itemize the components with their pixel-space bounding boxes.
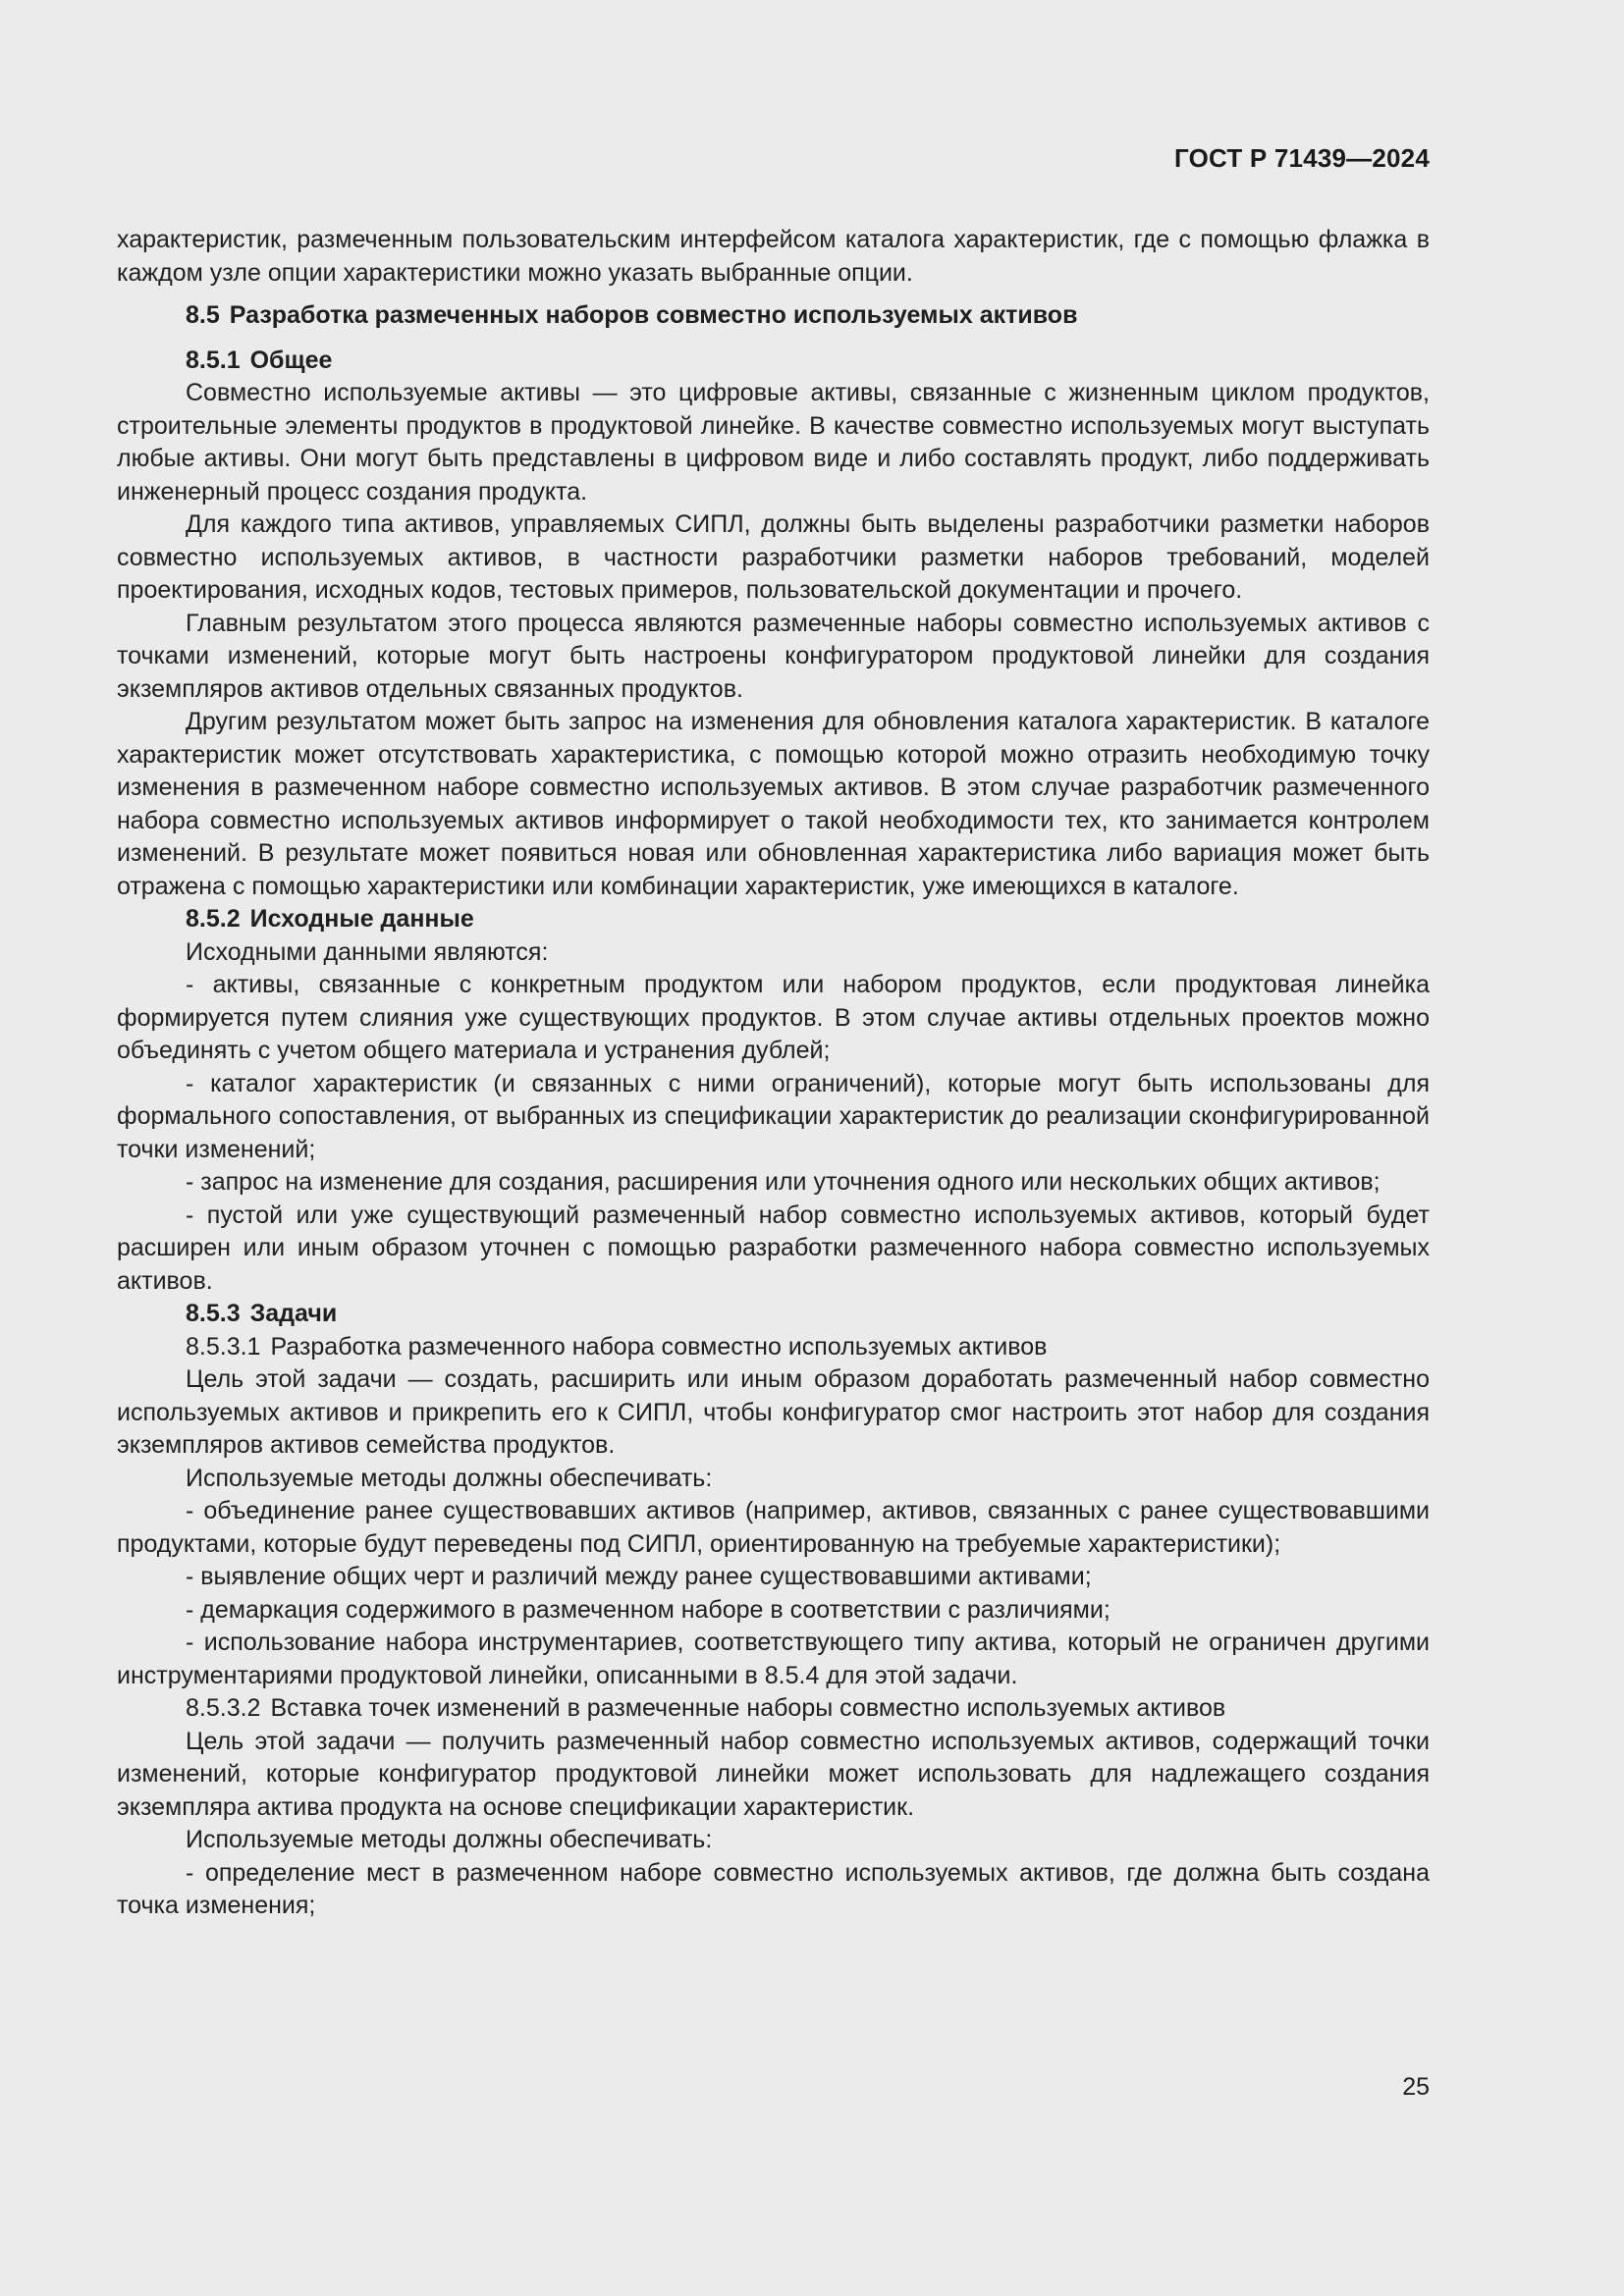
subsection-heading-8-5-3-2: [117, 1692, 1430, 1726]
list-item: - активы, связанные с конкретным продуктом или набором продуктов, если продуктовая линейка формируется путем слияния уже существующих продуктов. В этом случае активы отдельных проектов можно объединять с учетом общего материала и устранения дублей;: [117, 971, 1430, 1064]
section-heading-8-5-3: [117, 1298, 1430, 1331]
list-item: - пустой или уже существующий размеченный набор совместно используемых активов, который будет расширен или иным образом уточнен с помощью разработки размеченного набора совместно используемых активов.: [117, 1201, 1430, 1295]
document-body: [117, 224, 1430, 1923]
section-number: 8.5.3: [186, 1300, 241, 1327]
section-title: Исходные данные: [249, 905, 474, 933]
section-number: 8.5.1: [186, 346, 241, 374]
list-item: - выявление общих черт и различий между ранее существовавшими активами;: [186, 1563, 1092, 1590]
section-number: 8.5.3.2: [186, 1694, 261, 1722]
list-item: - каталог характеристик (и связанных с ними ограничений), которые могут быть использованы для формального сопоставления, от выбранных из спецификации характеристик до реализации сконфигурированной точки изменений;: [117, 1069, 1430, 1163]
list-item: - использование набора инструментариев, соответствующего типу актива, который не ограничен другими инструментариями продуктовой линейки, описанными в 8.5.4 для этой задачи.: [117, 1629, 1430, 1689]
list-item: - запрос на изменение для создания, расширения или уточнения одного или нескольких общих активов;: [186, 1168, 1380, 1196]
document-code-header: ГОСТ Р 71439—2024: [1174, 143, 1430, 173]
paragraph: Используемые методы должны обеспечивать:: [186, 1826, 713, 1853]
paragraph: Другим результатом может быть запрос на изменения для обновления каталога характеристик. В каталоге характеристик может отсутствовать характеристика, с помощью которой можно отразить необходимую точку изменения в размеченном наборе совместно используемых активов. В этом случае разработчик размеченного набора совместно используемых активов информирует о такой необходимости тех, кто занимается контролем изменений. В результате может появиться новая или обновленная характеристика либо вариация может быть отражена с помощью характеристики или комбинации характеристик, уже имеющихся в каталоге.: [117, 708, 1430, 900]
section-number: 8.5.2: [186, 905, 241, 933]
page-number: 25: [1402, 2073, 1430, 2101]
list-item: - демаркация содержимого в размеченном наборе в соответствии с различиями;: [186, 1595, 1110, 1624]
paragraph: Для каждого типа активов, управляемых СИПЛ, должны быть выделены разработчики разметки наборов совместно используемых активов, в частности разработчики разметки наборов требований, моделей проектирования, исходных кодов, тестовых примеров, пользовательской документации и прочего.: [117, 510, 1430, 604]
list-item: - определение мест в размеченном наборе совместно используемых активов, где должна быть создана точка изменения;: [117, 1858, 1430, 1919]
section-title: Вставка точек изменений в размеченные наборы совместно используемых активов: [270, 1694, 1226, 1722]
section-heading-8-5: [117, 299, 1430, 333]
paragraph: Используемые методы должны обеспечивать:: [186, 1464, 713, 1492]
paragraph: Цель этой задачи — создать, расширить или иным образом доработать размеченный набор совместно используемых активов и прикрепить его к СИПЛ, чтобы конфигуратор смог настроить этот набор для создания экземпляров активов семейства продуктов.: [117, 1365, 1430, 1459]
paragraph: характеристик, размеченным пользовательским интерфейсом каталога характеристик, где с помощью флажка в каждом узле опции характеристики можно указать выбранные опции.: [117, 226, 1430, 287]
section-heading-8-5-2: [117, 903, 1430, 936]
section-number: 8.5.3.1: [186, 1332, 261, 1361]
paragraph: Исходными данными являются:: [186, 937, 549, 966]
paragraph: Совместно используемые активы — это цифровые активы, связанные с жизненным циклом продуктов, строительные элементы продуктов в продуктовой линейке. В качестве совместно используемых могут выступать любые активы. Они могут быть представлены в цифровом виде и либо составлять продукт, либо поддерживать инженерный процесс создания продукта.: [117, 379, 1430, 506]
paragraph: Главным результатом этого процесса являются размеченные наборы совместно используемых активов с точками изменений, которые могут быть настроены конфигуратором продуктовой линейки для создания экземпляров активов отдельных связанных продуктов.: [117, 609, 1430, 703]
section-title: Общее: [249, 346, 333, 374]
list-item: - объединение ранее существовавших активов (например, активов, связанных с ранее существовавшими продуктами, которые будут переведены под СИПЛ, ориентированную на требуемые характеристики);: [117, 1497, 1430, 1558]
section-title: Разработка размеченных наборов совместно используемых активов: [229, 301, 1078, 329]
subsection-heading-8-5-3-1: [117, 1331, 1430, 1364]
section-title: Задачи: [249, 1300, 338, 1327]
section-title: Разработка размеченного набора совместно используемых активов: [270, 1332, 1048, 1361]
section-heading-8-5-1: [117, 345, 1430, 378]
section-number: 8.5: [186, 301, 220, 329]
paragraph: Цель этой задачи — получить размеченный набор совместно используемых активов, содержащий точки изменений, которые конфигуратор продуктовой линейки может использовать для надлежащего создания экземпляра актива продукта на основе спецификации характеристик.: [117, 1727, 1430, 1821]
